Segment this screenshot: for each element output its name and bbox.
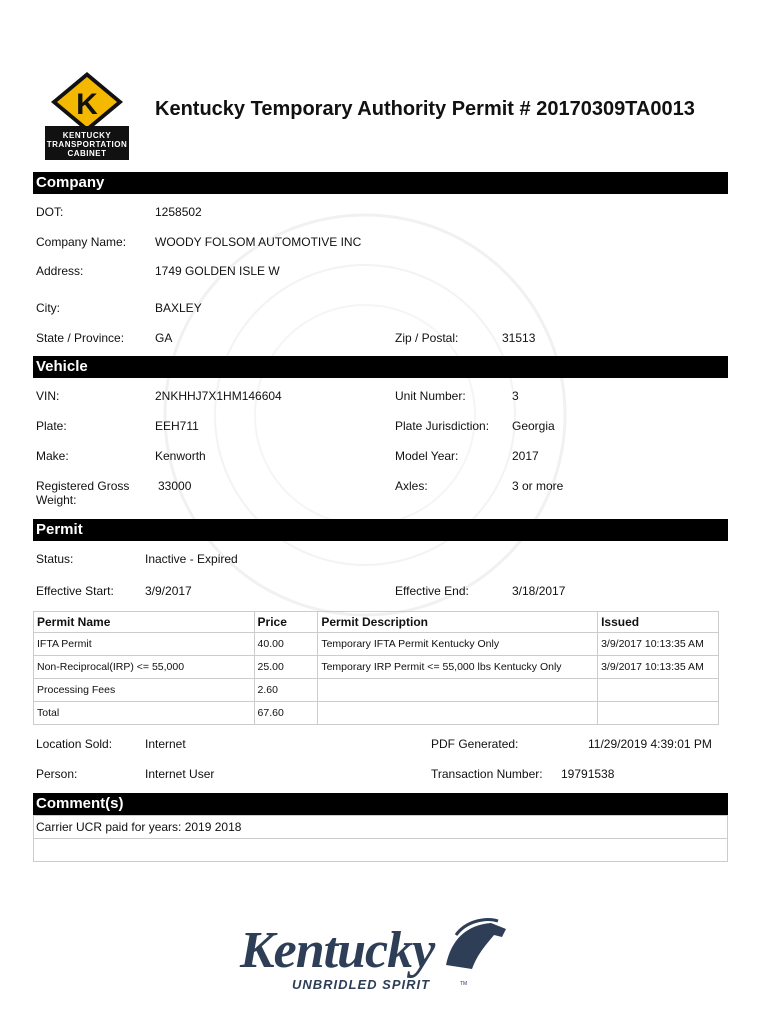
k-arrow-diamond-icon bbox=[45, 70, 129, 130]
make-label: Make: bbox=[36, 449, 69, 463]
effective-start-label: Effective Start: bbox=[36, 584, 114, 598]
table-cell bbox=[318, 679, 598, 702]
effective-end-value: 3/18/2017 bbox=[512, 584, 566, 598]
table-cell: 40.00 bbox=[254, 633, 318, 656]
brand-tagline: UNBRIDLED SPIRIT bbox=[292, 977, 431, 992]
company-section-header: Company bbox=[33, 172, 728, 194]
effective-start-value: 3/9/2017 bbox=[145, 584, 192, 598]
table-cell: Non-Reciprocal(IRP) <= 55,000 bbox=[34, 656, 255, 679]
status-value: Inactive - Expired bbox=[145, 552, 238, 566]
axles-label: Axles: bbox=[395, 479, 428, 493]
person-label: Person: bbox=[36, 767, 78, 781]
column-header: Issued bbox=[598, 612, 719, 633]
permit-section-header: Permit bbox=[33, 519, 728, 541]
model-year-value: 2017 bbox=[512, 449, 539, 463]
comments-text: Carrier UCR paid for years: 2019 2018 bbox=[36, 820, 242, 834]
transportation-cabinet-logo bbox=[45, 70, 129, 160]
city-value: BAXLEY bbox=[155, 301, 202, 315]
table-cell bbox=[598, 679, 719, 702]
pdf-generated-value: 11/29/2019 4:39:01 PM bbox=[588, 737, 712, 751]
table-cell: Temporary IRP Permit <= 55,000 lbs Kentucky Only bbox=[318, 656, 598, 679]
table-cell: 25.00 bbox=[254, 656, 318, 679]
brand-wordmark: Kentucky bbox=[240, 922, 435, 979]
comments-divider bbox=[33, 838, 728, 839]
page-title: Kentucky Temporary Authority Permit # 20170309TA0013 bbox=[155, 98, 695, 120]
vin-value: 2NKHHJ7X1HM146604 bbox=[155, 389, 282, 403]
table-cell: Processing Fees bbox=[34, 679, 255, 702]
table-cell bbox=[598, 702, 719, 725]
weight-label bbox=[36, 479, 129, 507]
effective-end-label: Effective End: bbox=[395, 584, 469, 598]
location-sold-label: Location Sold: bbox=[36, 737, 113, 751]
table-row bbox=[34, 656, 719, 679]
address-value: 1749 GOLDEN ISLE W bbox=[155, 264, 280, 278]
dot-label: DOT: bbox=[36, 205, 64, 219]
table-cell: 67.60 bbox=[254, 702, 318, 725]
unit-number-label: Unit Number: bbox=[395, 389, 466, 403]
address-label: Address: bbox=[36, 264, 84, 278]
city-label: City: bbox=[36, 301, 60, 315]
dot-value: 1258502 bbox=[155, 205, 202, 219]
trademark-mark: TM bbox=[460, 981, 468, 987]
kentucky-brand-logo bbox=[240, 915, 520, 995]
vin-label: VIN: bbox=[36, 389, 60, 403]
table-row bbox=[34, 702, 719, 725]
status-label: Status: bbox=[36, 552, 74, 566]
table-row bbox=[34, 633, 719, 656]
plate-label: Plate: bbox=[36, 419, 67, 433]
table-header-row bbox=[34, 612, 719, 633]
person-value: Internet User bbox=[145, 767, 215, 781]
make-value: Kenworth bbox=[155, 449, 206, 463]
pdf-generated-label: PDF Generated: bbox=[431, 737, 519, 751]
model-year-label: Model Year: bbox=[395, 449, 459, 463]
logo-line-2: TRANSPORTATION bbox=[46, 140, 128, 149]
logo-line-3: CABINET bbox=[67, 149, 107, 158]
zip-label: Zip / Postal: bbox=[395, 331, 459, 345]
vehicle-section-header: Vehicle bbox=[33, 356, 728, 378]
transaction-number-label: Transaction Number: bbox=[431, 767, 543, 781]
unit-number-value: 3 bbox=[512, 389, 519, 403]
table-cell: 3/9/2017 10:13:35 AM bbox=[598, 656, 719, 679]
transaction-number-value: 19791538 bbox=[561, 767, 615, 781]
company-name-value: WOODY FOLSOM AUTOMOTIVE INC bbox=[155, 235, 362, 249]
comments-section-header: Comment(s) bbox=[33, 793, 728, 815]
table-cell: 3/9/2017 10:13:35 AM bbox=[598, 633, 719, 656]
plate-value: EEH711 bbox=[155, 419, 199, 433]
table-cell: Temporary IFTA Permit Kentucky Only bbox=[318, 633, 598, 656]
column-header: Permit Name bbox=[34, 612, 255, 633]
table-row bbox=[34, 679, 719, 702]
table-cell: IFTA Permit bbox=[34, 633, 255, 656]
company-name-label: Company Name: bbox=[36, 235, 127, 249]
location-sold-value: Internet bbox=[145, 737, 186, 751]
svg-text:K: K bbox=[76, 88, 98, 121]
table-cell: Total bbox=[34, 702, 255, 725]
plate-jurisdiction-value: Georgia bbox=[512, 419, 555, 433]
horse-head-icon bbox=[436, 915, 516, 975]
weight-label-line-1: Registered Gross bbox=[36, 479, 130, 493]
weight-value: 33000 bbox=[158, 479, 192, 493]
state-value: GA bbox=[155, 331, 173, 345]
logo-line-1: KENTUCKY bbox=[62, 131, 112, 140]
axles-value: 3 or more bbox=[512, 479, 564, 493]
plate-jurisdiction-label: Plate Jurisdiction: bbox=[395, 419, 490, 433]
zip-value: 31513 bbox=[502, 331, 536, 345]
column-header: Permit Description bbox=[318, 612, 598, 633]
state-label: State / Province: bbox=[36, 331, 125, 345]
table-cell bbox=[318, 702, 598, 725]
permit-table bbox=[33, 611, 719, 725]
table-cell: 2.60 bbox=[254, 679, 318, 702]
column-header: Price bbox=[254, 612, 318, 633]
weight-label-line-2: Weight: bbox=[36, 493, 77, 507]
